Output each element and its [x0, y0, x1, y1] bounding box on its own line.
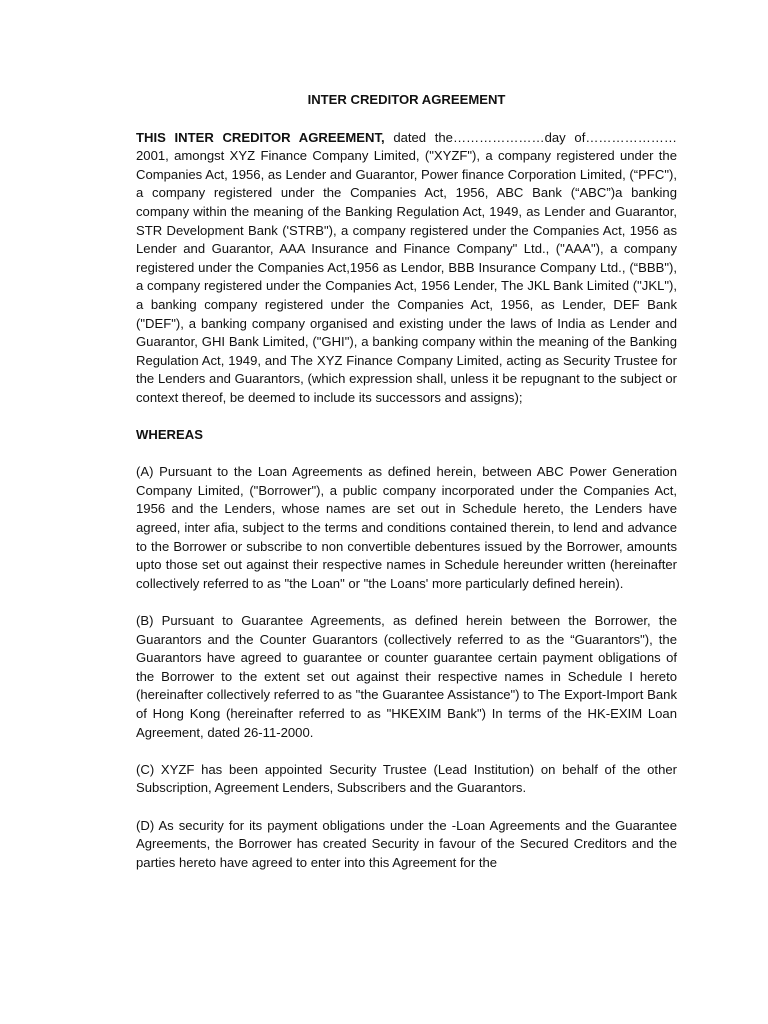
opening-lead: THIS INTER CREDITOR AGREEMENT, [136, 129, 385, 145]
document-title: INTER CREDITOR AGREEMENT [307, 92, 506, 107]
whereas-heading: WHEREAS [136, 427, 203, 443]
recital-a: (A) Pursuant to the Loan Agreements as defined herein, between ABC Power Generation Company Limited, ("Borrower"), a public company incorporated under the Companies Act, 1956 and the Lenders, whose names are set out in Schedule hereto, the Lenders have agreed, inter afia, subject to the terms and conditions contained therein, to lend and advance to the Borrower or subscribe to non convertible debentures issued by the Borrower, amounts upto those set out against their respective names in Schedule hereunder written (hereinafter collectively referred to as "the Loan" or "the Loans' more particularly defined herein). [136, 464, 677, 591]
recital-c: (C) XYZF has been appointed Security Trustee (Lead Institution) on behalf of the other Subscription, Agreement Lenders, Subscribers and the Guarantors. [136, 761, 677, 796]
document-body [136, 91, 677, 891]
opening-text: dated the…………………day of………………… 2001, amongst XYZ Finance Company Limited, ("XYZF"), a company registered under the Companies Act, 1956, as Lender and Guarantor, Power finance Corporation Limited, (“PFC"), a company registered under the Companies Act, 1956, ABC Bank (“ABC”)a banking company within the meaning of the Banking Regulation Act, 1949, as Lender and Guarantor, STR Development Bank ('STRB"), a company registered under the Companies Act, 1956 as Lender and Guarantor, AAA Insurance and Finance Company" Ltd., ("AAA"), a company registered under the Companies Act,1956 as Lendor, BBB Insurance Company Ltd., (“BBB"), a company registered under the Companies Act, 1956 Lender, The JKL Bank Limited ("JKL"), a banking company registered under the Companies Act, 1956, as Lender, DEF Bank ("DEF"), a banking company organised and existing under the laws of India as Lender and Guarantor, GHI Bank Limited, ("GHI"), a banking company within the meaning of the Banking Regulation Act, 1949, and The XYZ Finance Company Limited, acting as Security Trustee for the Lenders and Guarantors, (which expression shall, unless it be repugnant to the subject or context thereof, be deemed to include its successors and assigns); [136, 129, 677, 405]
recital-b: (B) Pursuant to Guarantee Agreements, as defined herein between the Borrower, the Guarantors and the Counter Guarantors (collectively referred to as the “Guarantors"), the Guarantors have agreed to guarantee or counter guarantee certain payment obligations of the Borrower to the extent set out against their respective names in Schedule I hereto (hereinafter collectively referred to as "the Guarantee Assistance") to The Export-Import Bank of Hong Kong (hereinafter referred to as "HKEXIM Bank") In terms of the HK-EXIM Loan Agreement, dated 26-11-2000. [136, 613, 677, 740]
opening-paragraph [136, 129, 677, 408]
recital-d: (D) As security for its payment obligations under the -Loan Agreements and the Guarantee Agreements, the Borrower has created Security in favour of the Secured Creditors and the parties hereto have agreed to enter into this Agreement for the [136, 817, 677, 870]
